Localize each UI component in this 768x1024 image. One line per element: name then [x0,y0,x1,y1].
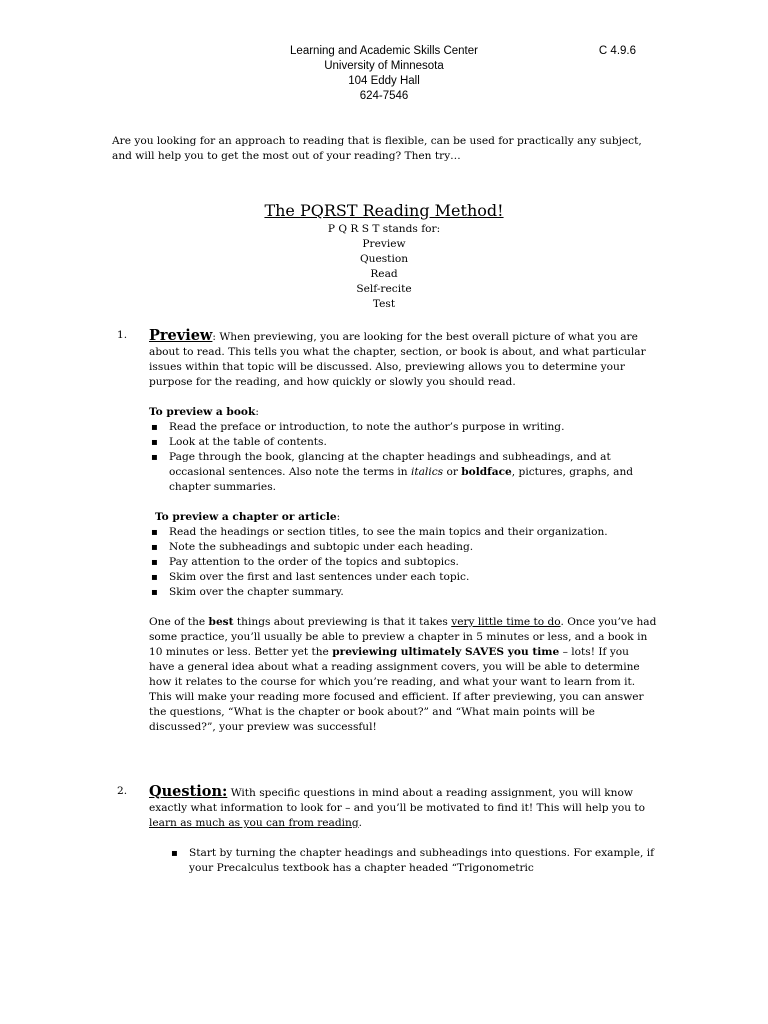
preview-intro [149,328,657,390]
center-name: Learning and Academic Skills Center [290,45,478,57]
preview-chapter-list [149,525,657,600]
preview-text: : When previewing, you are looking for the best overall picture of what you are about to read. This tells you what the chapter, section, or book is about, and what particular issues within that topic will be discussed. Also, previewing allows you to determine your purpose for the reading, and how quickly or slowly you should read. [149,331,646,388]
intro-paragraph: Are you looking for an approach to reading that is flexible, can be used for practically any subject, and will help you to get the most out of your reading? Then try… [112,135,642,162]
question-heading: Question: [149,783,228,800]
section-number: 2. [117,785,128,797]
university-name: University of Minnesota [324,60,444,72]
question-list [169,846,657,876]
acronym-item: Self-recite [356,283,412,295]
list-item: ▪ Page through the book, glancing at the chapter headings and subheadings, and at occasional sentences. Also note the terms in italics or boldface, pictures, graphs, and chapter summaries. [149,450,657,495]
list-item: ▪ Skim over the chapter summary. [149,585,657,600]
phone: 624-7546 [359,90,409,102]
preview-book-block [149,405,657,495]
list-item: ▪ Read the headings or section titles, to see the main topics and their organization. [149,525,657,540]
letterhead [0,44,768,104]
acronym-item: Preview [362,238,406,250]
acronym-label: P Q R S T stands for: [327,223,441,235]
preview-benefits-paragraph: One of the best things about previewing is that it takes very little time to do. Once you’ve had some practice, you’ll usually be able to preview a chapter in 5 minutes or less, and a book in 10 minutes or less. Better yet the previewing ultimately SAVES you time – lots! If you have a general idea about what a reading assignment covers, you will be able to determine how it relates to the course for which you’re reading, and what your want to learn from it. This will make your reading more focused and efficient. If after previewing, you can answer the questions, “What is the chapter or book about?” and “What main points will be discussed?”, your preview was successful! [149,616,657,733]
preview-chapter-block [149,510,657,600]
acronym-list [0,222,768,312]
preview-book-label: To preview a book: [149,406,259,418]
preview-heading: Preview [149,327,213,344]
list-item: ▪ Pay attention to the order of the topics and subtopics. [149,555,657,570]
list-item: ▪ Look at the table of contents. [149,435,657,450]
preview-book-list [149,420,657,495]
page-title: The PQRST Reading Method! [264,201,504,220]
question-intro: Question: With specific questions in mind about a reading assignment, you will know exactly what information to look for – and you’ll be motivated to find it! This will help you to learn as much as you can from reading. [149,783,646,829]
address: 104 Eddy Hall [348,75,420,87]
list-item: ▪ Note the subheadings and subtopic under each heading. [149,540,657,555]
list-item: ▪ Start by turning the chapter headings and subheadings into questions. For example, if your Precalculus textbook has a chapter headed “Trigonometric [169,846,657,876]
document-code: C 4.9.6 [598,45,636,57]
list-item: ▪ Read the preface or introduction, to note the author’s purpose in writing. [149,420,657,435]
acronym-item: Question [359,253,409,265]
section-preview [117,328,657,735]
emphasis-text: learn as much as you can from reading [149,817,359,829]
section-question [117,784,657,876]
list-item: ▪ Skim over the first and last sentences under each topic. [149,570,657,585]
acronym-item: Read [370,268,398,280]
section-number: 1. [117,329,128,341]
preview-chapter-label: To preview a chapter or article: [155,511,341,523]
acronym-item: Test [372,298,396,310]
